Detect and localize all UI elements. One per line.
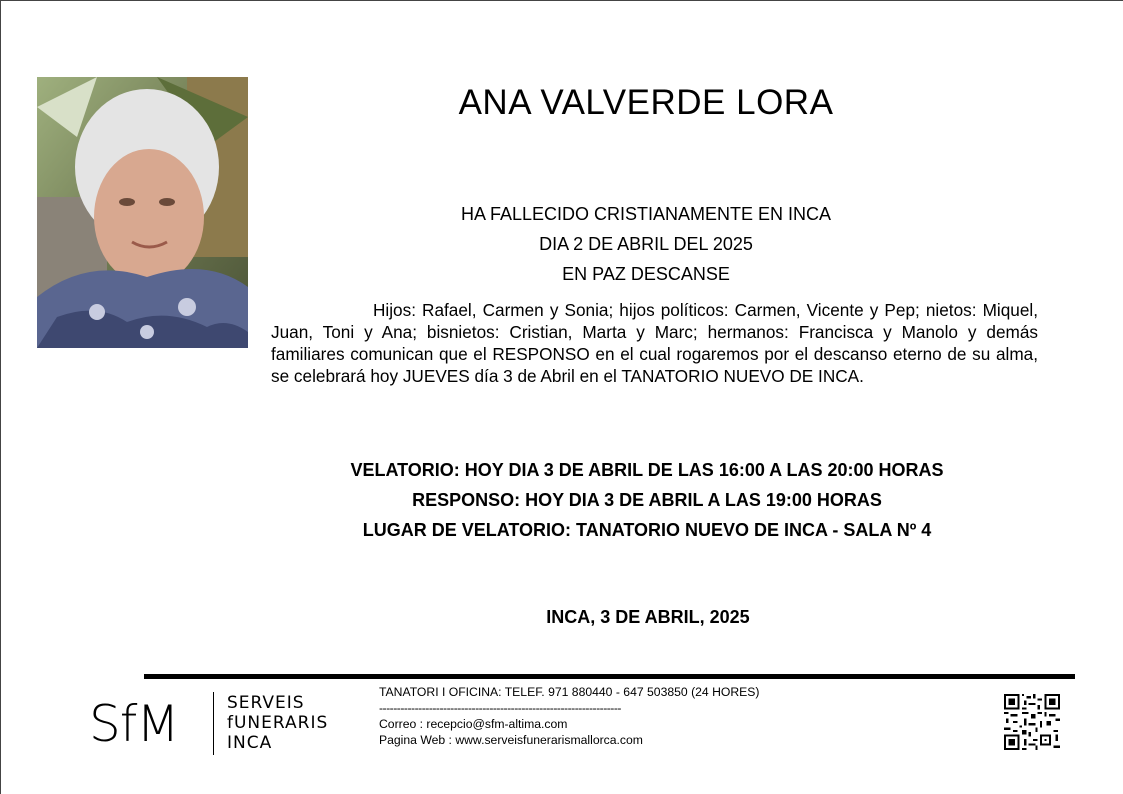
logo-name (227, 693, 328, 753)
logo-line: fUNERARIS (227, 713, 329, 733)
service-details (261, 455, 1033, 545)
logo-line: INCA (227, 733, 273, 753)
place-date: INCA, 3 DE ABRIL, 2025 (546, 607, 750, 627)
portrait-image (37, 77, 248, 348)
contact-info (379, 684, 759, 748)
qr-code-icon (1004, 694, 1060, 750)
logo-separator (213, 692, 214, 755)
announcement-line: EN PAZ DESCANSE (562, 264, 730, 284)
footer-divider (144, 674, 1075, 679)
announcement-line: DIA 2 DE ABRIL DEL 2025 (539, 234, 753, 254)
sfm-logo: SfM (89, 695, 179, 753)
portrait-photo (37, 77, 248, 348)
web-line: Pagina Web : www.serveisfunerarismallorca.com (379, 733, 643, 747)
announcement-line: HA FALLECIDO CRISTIANAMENTE EN INCA (460, 204, 832, 224)
contact-divider: -------------------------------------------------------------------- (379, 701, 621, 715)
email-line: Correo : recepcio@sfm-altima.com (379, 717, 568, 731)
location-line: LUGAR DE VELATORIO: TANATORIO NUEVO DE INCA - SALA Nº 4 (362, 520, 932, 540)
wake-line: VELATORIO: HOY DIA 3 DE ABRIL DE LAS 16:00 A LAS 20:00 HORAS (350, 460, 944, 480)
announcement-block (396, 199, 896, 289)
family-paragraph: Hijos: Rafael, Carmen y Sonia; hijos políticos: Carmen, Vicente y Pep; nietos: Miquel, Juan, Toni y Ana; bisnietos: Cristian, Marta y Marc; hermanos: Francisca y Manolo y demás familiares comunican que el RESPONSO en el cual rogaremos por el descanso eterno de su alma, se celebrará hoy JUEVES día 3 de Abril en el TANATORIO NUEVO DE INCA. (271, 300, 1038, 386)
prayer-line: RESPONSO: HOY DIA 3 DE ABRIL A LAS 19:00 HORAS (412, 490, 882, 510)
logo-line: SERVEIS (227, 693, 305, 713)
deceased-name: ANA VALVERDE LORA (458, 83, 834, 122)
phone-line: TANATORI I OFICINA: TELEF. 971 880440 - 647 503850 (24 HORES) (379, 685, 760, 699)
